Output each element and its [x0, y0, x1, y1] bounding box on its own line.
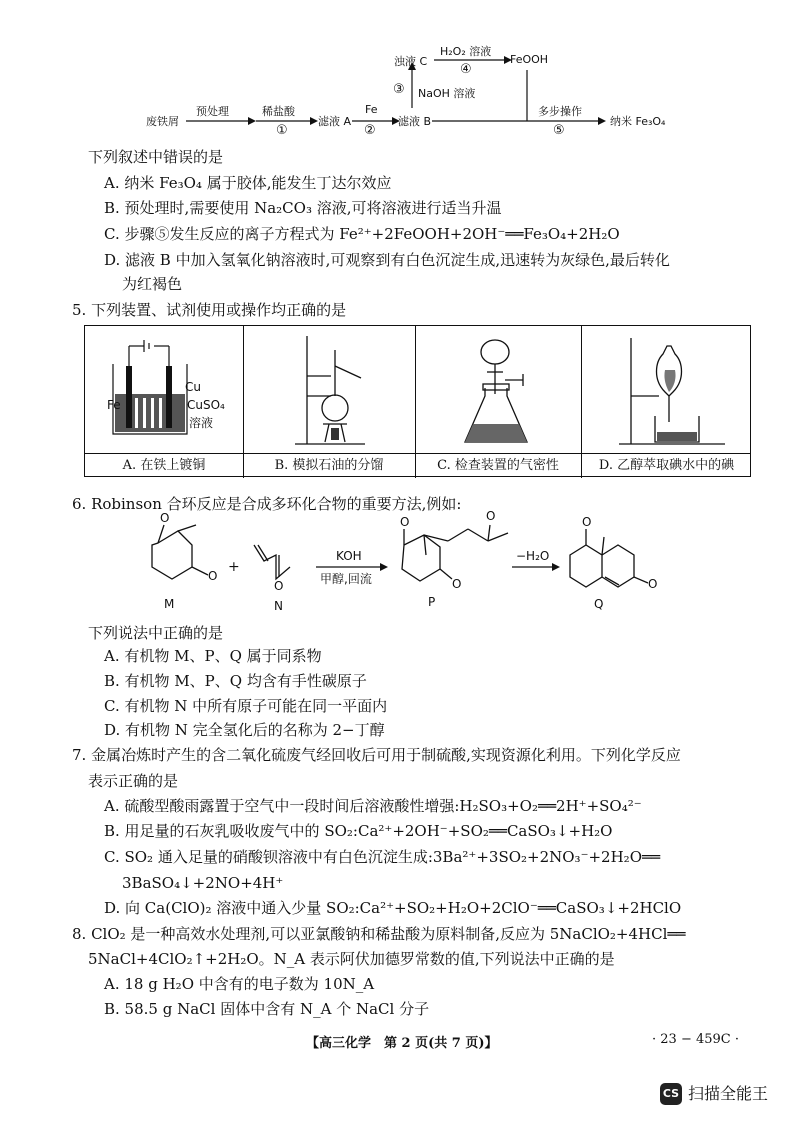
flow-label-multistep: 多步操作	[538, 105, 582, 118]
q7-option-c-line2: 3BaSO₄↓+2NO+4H⁺	[122, 874, 284, 892]
n-oxo: O	[274, 579, 284, 593]
camscanner-logo: CS	[660, 1083, 682, 1105]
q7-stem-line1: 7. 金属冶炼时产生的含二氧化硫废气经回收后可用于制硫酸,实现资源化利用。下列化学反应	[72, 746, 681, 764]
q7-option-d: D. 向 Ca(ClO)₂ 溶液中通入少量 SO₂:Ca²⁺+SO₂+H₂O+2ClO⁻══CaSO₃↓+2HClO	[104, 899, 682, 917]
q5-stem: 5. 下列装置、试剂使用或操作均正确的是	[72, 301, 347, 319]
flow-label-h2o2: H₂O₂ 溶液	[440, 45, 492, 58]
q7-option-a: A. 硫酸型酸雨露置于空气中一段时间后溶液酸性增强:H₂SO₃+O₂══2H⁺+SO₄²⁻	[104, 797, 642, 815]
q4-option-b: B. 预处理时,需要使用 Na₂CO₃ 溶液,可将溶液进行适当升温	[104, 199, 502, 217]
label-p: P	[428, 595, 436, 609]
q4-option-a: A. 纳米 Fe₃O₄ 属于胶体,能发生丁达尔效应	[104, 174, 392, 192]
q8-option-b: B. 58.5 g NaCl 固体中含有 N_A 个 NaCl 分子	[104, 1000, 430, 1018]
robinson-reaction-scheme	[0, 509, 794, 615]
q4-option-d-line2: 为红褐色	[122, 275, 183, 293]
flow-step-2: ②	[364, 123, 376, 138]
q8-stem-line1: 8. ClO₂ 是一种高效水处理剂,可以亚氯酸钠和稀盐酸为原料制备,反应为 5NaClO₂+4HCl══	[72, 925, 686, 943]
q5-apparatus-table	[84, 325, 751, 477]
reagent-koh: KOH	[336, 549, 362, 563]
label-solution: 溶液	[189, 416, 214, 430]
p-oxo-bottom: O	[452, 577, 462, 591]
p-oxo-chain: O	[486, 509, 496, 523]
flow-step-1: ①	[276, 123, 288, 138]
q-oxo-top: O	[582, 515, 592, 529]
flow-label-fe: Fe	[365, 103, 378, 116]
q5-caption-c: C. 检查装置的气密性	[437, 458, 559, 473]
q4-option-d-line1: D. 滤液 B 中加入氢氧化钠溶液时,可观察到有白色沉淀生成,迅速转为灰绿色,最后转化	[104, 251, 670, 269]
label-fe: Fe	[107, 398, 121, 412]
flow-label-pretreat: 预处理	[196, 105, 229, 118]
q8-option-a: A. 18 g H₂O 中含有的电子数为 10N_A	[104, 975, 375, 993]
q7-stem-line2: 表示正确的是	[88, 772, 179, 790]
page-footer: 【高三化学 第 2 页(共 7 页)】	[306, 1036, 498, 1051]
q6-option-c: C. 有机物 N 中所有原子可能在同一平面内	[104, 697, 388, 715]
q7-option-b: B. 用足量的石灰乳吸收废气中的 SO₂:Ca²⁺+2OH⁻+SO₂══CaSO₃↓+H₂O	[104, 822, 613, 840]
distillation-apparatus-icon	[285, 332, 385, 450]
extraction-apparatus-icon	[615, 332, 735, 450]
flow-node-turbid-c: 浊液 C	[394, 55, 428, 68]
electroplating-apparatus-icon	[99, 336, 229, 448]
q7-option-c-line1: C. SO₂ 通入足量的硝酸钡溶液中有白色沉淀生成:3Ba²⁺+3SO₂+2NO₃⁻+2H₂O══	[104, 848, 661, 866]
flow-node-nano-fe3o4: 纳米 Fe₃O₄	[610, 115, 666, 128]
flow-label-naoh: NaOH 溶液	[418, 87, 476, 100]
q-oxo-right: O	[648, 577, 658, 591]
p-oxo-top: O	[400, 515, 410, 529]
flow-node-filtrate-a: 滤液 A	[318, 115, 352, 128]
m-oxo-top: O	[160, 511, 170, 525]
flow-node-feooh: FeOOH	[510, 53, 549, 66]
label-q: Q	[594, 597, 604, 611]
flowchart	[0, 0, 794, 140]
plus-sign: +	[228, 559, 240, 575]
q6-option-d: D. 有机物 N 完全氢化后的名称为 2−丁醇	[104, 721, 385, 739]
minus-water-label: −H₂O	[516, 549, 550, 563]
q6-stem: 6. Robinson 合环反应是合成多环化合物的重要方法,例如:	[72, 495, 462, 513]
q6-option-b: B. 有机物 M、P、Q 均含有手性碳原子	[104, 672, 367, 690]
q4-option-c: C. 步骤⑤发生反应的离子方程式为 Fe²⁺+2FeOOH+2OH⁻══Fe₃O₄+2H₂O	[104, 225, 620, 243]
q5-caption-b: B. 模拟石油的分馏	[274, 458, 384, 473]
flow-step-5: ⑤	[553, 123, 565, 138]
q6-sub-stem: 下列说法中正确的是	[88, 624, 224, 642]
label-m: M	[164, 597, 175, 611]
q8-stem-line2: 5NaCl+4ClO₂↑+2H₂O。N_A 表示阿伏加德罗常数的值,下列说法中正确的是	[88, 950, 615, 968]
camscanner-name: 扫描全能王	[688, 1084, 769, 1103]
flow-label-hcl: 稀盐酸	[262, 105, 295, 118]
flow-node-filtrate-b: 滤液 B	[398, 115, 432, 128]
q5-caption-d: D. 乙醇萃取碘水中的碘	[598, 458, 735, 473]
q5-caption-a: A. 在铁上镀铜	[122, 458, 206, 473]
paper-code: · 23 − 459C ·	[652, 1032, 739, 1047]
label-cuso4: CuSO₄	[187, 398, 225, 412]
q6-option-a: A. 有机物 M、P、Q 属于同系物	[104, 647, 322, 665]
flow-node-start: 废铁屑	[146, 115, 179, 128]
q4-stem: 下列叙述中错误的是	[88, 148, 224, 166]
flow-step-4: ④	[460, 62, 472, 77]
gastightness-apparatus-icon	[451, 332, 551, 450]
reaction-structures	[0, 515, 794, 615]
flowchart-arrows	[0, 0, 794, 140]
flow-step-3: ③	[393, 82, 405, 97]
label-n: N	[274, 599, 283, 613]
reaction-conditions: 甲醇,回流	[320, 572, 372, 586]
m-oxo-right: O	[208, 569, 218, 583]
label-cu: Cu	[185, 380, 201, 394]
